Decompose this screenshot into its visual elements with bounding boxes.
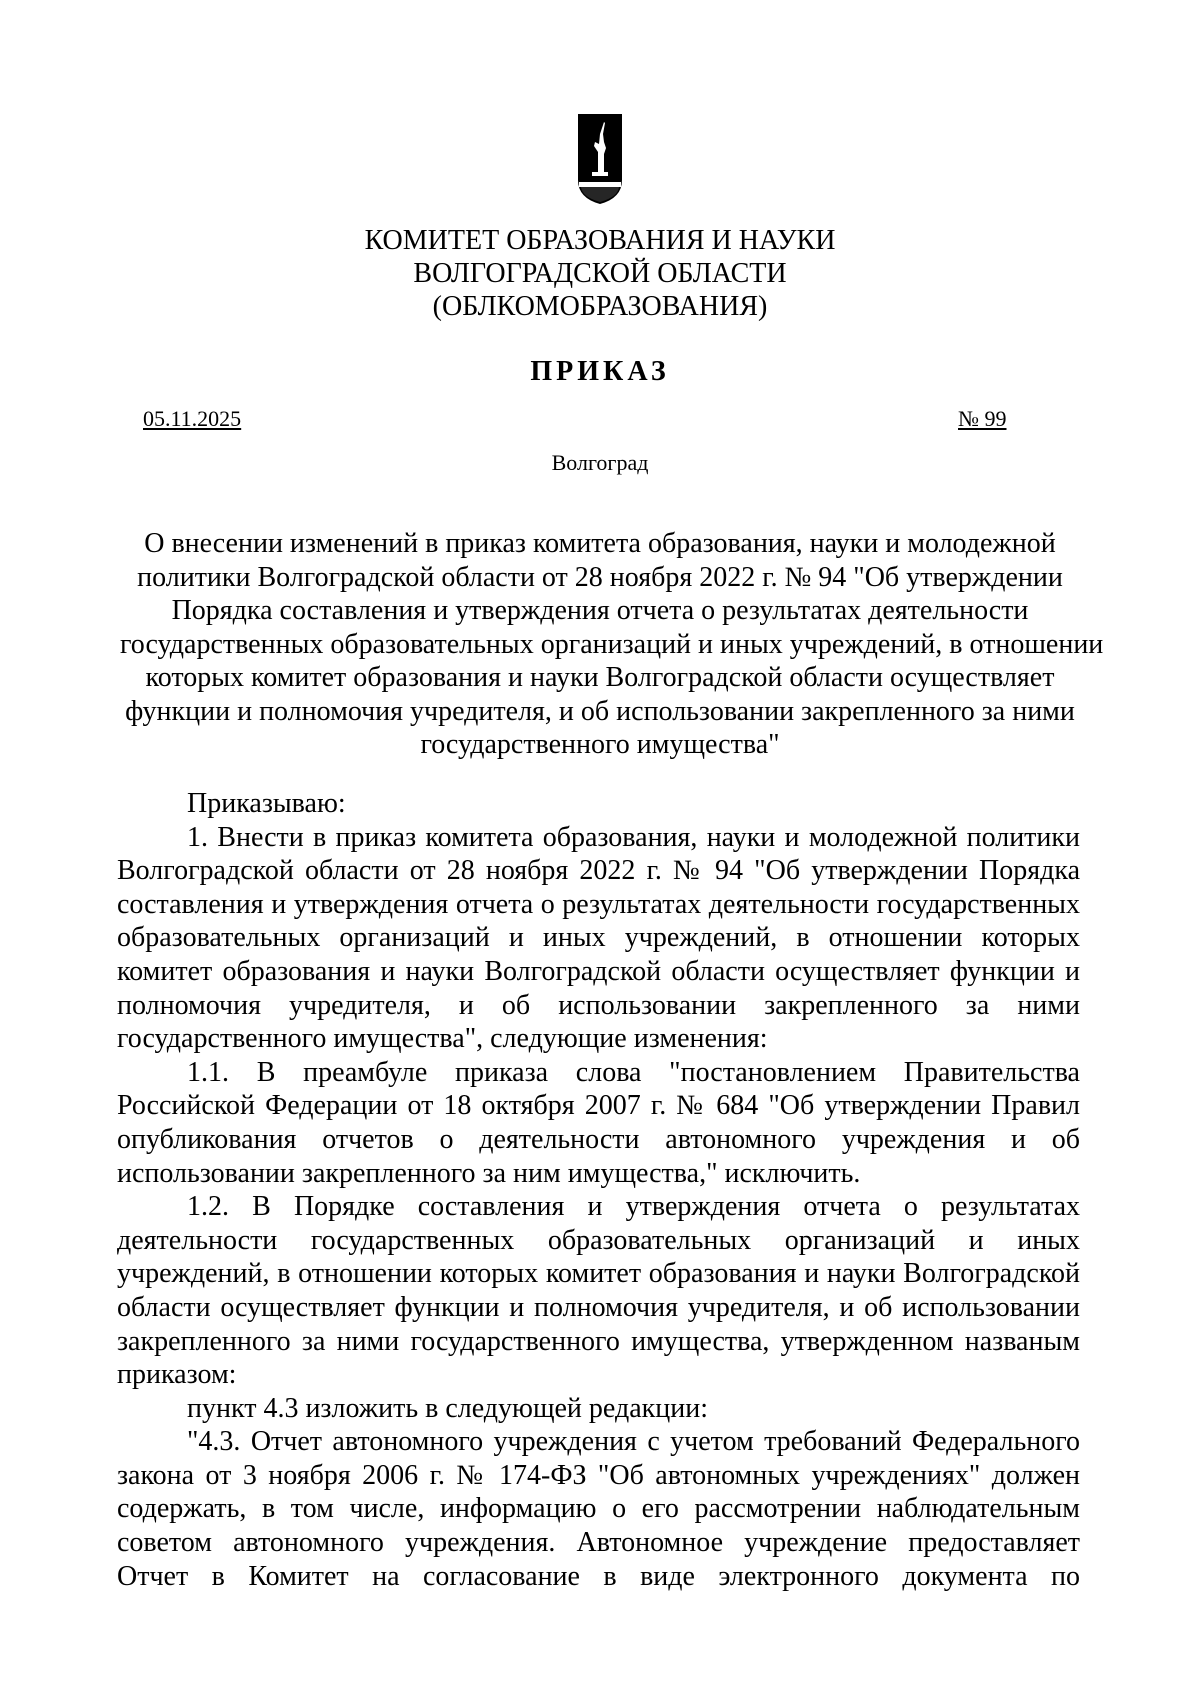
clause-amendment-intro: пункт 4.3 изложить в следующей редакции: xyxy=(187,1392,708,1424)
clause-1-1: 1.1. В преамбуле приказа слова "постановлением Правительства Российской Федерации от 18 октября 2007 г. № 684 "Об утверждении Правил опубликования отчетов о деятельности автономного учреждения и об использовании закрепленного за ним имущества," исключить. xyxy=(117,1056,1080,1189)
order-subject-line: государственного имущества" xyxy=(420,729,780,760)
order-preamble: Приказываю: xyxy=(187,788,346,819)
order-subject-line: О внесении изменений в приказ комитета образования, науки и молодежной xyxy=(144,528,1056,559)
order-subject-line: государственных образовательных организаций и иных учреждений, в отношении xyxy=(120,628,1104,660)
order-subject-line: политики Волгоградской области от 28 ноября 2022 г. № 94 "Об утверждении xyxy=(137,561,1063,593)
issue-city: Волгоград xyxy=(551,450,649,475)
order-subject xyxy=(120,527,1104,762)
clause-4-3-text: "4.3. Отчет автономного учреждения с учетом требований Федерального закона от 3 ноября 2006 г. № 174-ФЗ "Об автономных учреждениях" должен содержать, в том числе, информацию о его рассмотрении наблюдательным советом автономного учреждения. Автономное учреждение предоставляет Отчет в Комитет на согласование в виде электронного документа по xyxy=(117,1426,1080,1592)
organization-name-line-2: ВОЛГОГРАДСКОЙ ОБЛАСТИ xyxy=(413,258,787,289)
clause-1-2: 1.2. В Порядке составления и утверждения отчета о результатах деятельности государственных образовательных организаций и иных учреждений, в отношении которых комитет образования и науки Волгоградской области осуществляет функции и полномочия учредителя, и об использовании закрепленного за ними государственного имущества, утвержденном названым приказом: xyxy=(117,1191,1080,1391)
organization-name-line-1: КОМИТЕТ ОБРАЗОВАНИЯ И НАУКИ xyxy=(364,225,836,256)
order-subject-line: которых комитет образования и науки Волгоградской области осуществляет xyxy=(145,662,1055,693)
volgograd-coat-of-arms-icon xyxy=(576,112,624,206)
order-date: 05.11.2025 xyxy=(143,406,242,431)
order-subject-line: функции и полномочия учредителя, и об использовании закрепленного за ними xyxy=(125,695,1075,727)
clause-1: 1. Внести в приказ комитета образования, науки и молодежной политики Волгоградской области от 28 ноября 2022 г. № 94 "Об утверждении Порядка составления и утверждения отчета о результатах деятельности государственных образовательных организаций и иных учреждений, в отношении которых комитет образования и науки Волгоградской области осуществляет функции и полномочия учредителя, и об использовании закрепленного за ними государственного имущества", следующие изменения: xyxy=(117,821,1080,1055)
order-body xyxy=(117,787,1080,1593)
organization-name xyxy=(0,224,1200,323)
order-subject-line: Порядка составления и утверждения отчета о результатах деятельности xyxy=(171,595,1029,626)
order-number: № 99 xyxy=(958,406,1007,431)
organization-name-line-3: (ОБЛКОМОБРАЗОВАНИЯ) xyxy=(432,291,768,322)
document-type-title: ПРИКАЗ xyxy=(530,356,670,387)
